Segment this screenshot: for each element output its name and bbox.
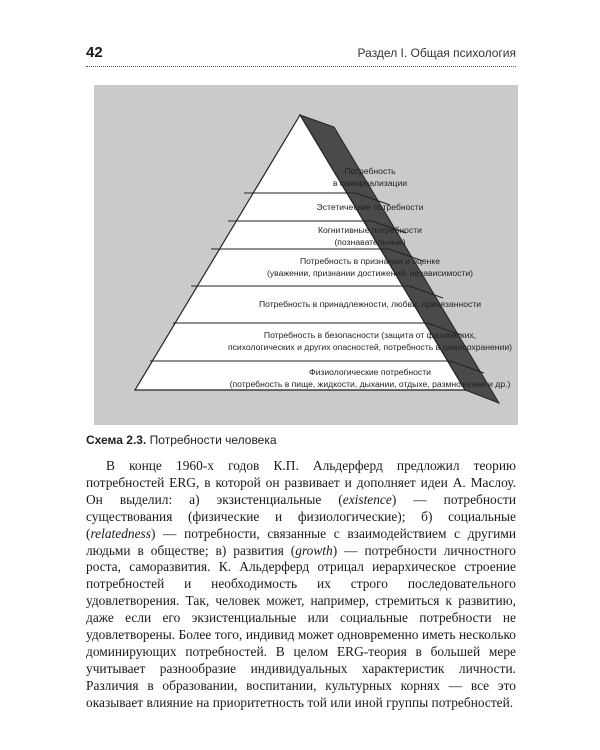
level-aesthetic: Эстетические потребности [316,202,424,212]
level-physiological: Физиологические потребности (потребность в пище, жидкости, дыхании, отдыхе, размножении и др.) [229,367,511,389]
term-relatedness: relatedness [90,525,151,541]
figure-caption [86,433,277,447]
level-safety: Потребность в безопасности (защита от физических, психологических и других опасностей, потребность в самосохранении) [227,330,513,352]
term-growth: growth [295,542,333,558]
section-title: Раздел I. Общая психология [357,46,516,60]
caption-label: Схема 2.3. [86,433,147,447]
term-existence: existence [342,491,392,507]
level-self-actualization: Потребность в самореализации [332,166,408,188]
level-cognitive: Когнитивные потребности (познавательные) [318,225,422,247]
page-header [86,44,516,67]
level-belonging: Потребность в принадлежности, любви, привязанности [258,299,482,309]
page-number: 42 [86,44,103,61]
pyramid-figure [94,85,518,425]
level-esteem: Потребность в признании и оценке (уважении, признании достижений, независимости) [266,256,474,278]
caption-text: Потребности человека [149,433,277,447]
body-paragraph: В конце 1960-х годов К.П. Альдерферд предложил теорию потребностей ERG, в которой он развивает и дополняет идеи А. Маслоу. Он выделил: а) экзистенциальные (existence) — потребности существования (физические и физиологические); б) социальные (relatedness) — потребности, связанные с взаимодействием с другими людьми в обществе; в) развития (growth) — потребности личностного роста, саморазвития. К. Альдерферд отрицал иерархическое строение потребностей и необходимость их строго последовательного удовлетворения. Так, человек может, например, стремиться к развитию, даже если его экзистенциальные или социальные потребности не удовлетворены. Более того, индивид может одновременно иметь несколько доминирующих потребностей. В целом ERG-теория в большей мере учитывает разнообразие индивидуальных характеристик личности. Различия в образовании, воспитании, культурных корнях — все это оказывает влияние на приоритетность той или иной группы потребностей. [86,458,516,710]
